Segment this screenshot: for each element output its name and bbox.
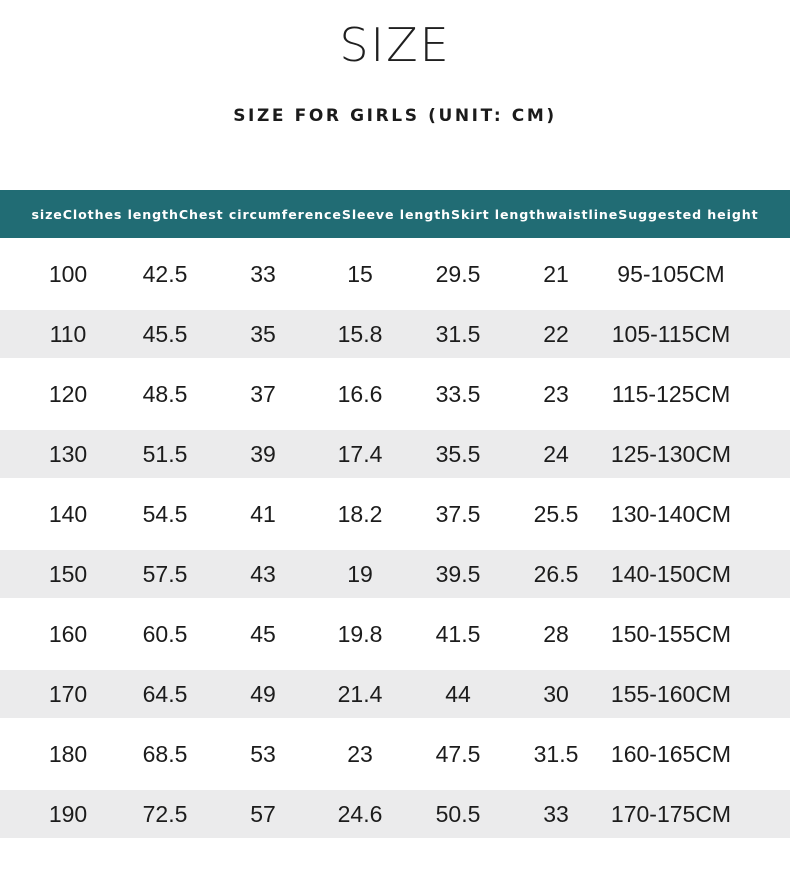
table-header [0,190,790,238]
cell-sleeve-length: 18.2 [337,501,383,527]
cell-suggested-height: 130-140CM [610,501,732,527]
cell-chest-circumference: 49 [250,681,276,707]
cell-clothes-length: 45.5 [142,321,188,347]
cell-clothes-length: 72.5 [142,801,188,827]
cell-sleeve-length: 15 [347,261,373,287]
cell-sleeve-length: 19.8 [337,621,383,647]
table-row [0,718,790,778]
cell-chest-circumference: 35 [250,321,276,347]
cell-skirt-length: 33.5 [435,381,481,407]
cell-waistline: 24 [543,441,569,467]
table-row [0,478,790,538]
table-row [0,298,790,358]
cell-sleeve-length: 23 [347,741,373,767]
cell-waistline: 25.5 [533,501,579,527]
cell-size: 190 [48,801,88,827]
cell-size: 170 [48,681,88,707]
cell-waistline: 31.5 [533,741,579,767]
cell-skirt-length: 47.5 [435,741,481,767]
cell-chest-circumference: 37 [250,381,276,407]
table-row [0,538,790,598]
cell-sleeve-length: 24.6 [337,801,383,827]
cell-suggested-height: 160-165CM [610,741,732,767]
cell-skirt-length: 50.5 [435,801,481,827]
cell-suggested-height: 150-155CM [610,621,732,647]
table-row [0,658,790,718]
cell-suggested-height: 170-175CM [610,801,732,827]
page-subtitle: SIZE FOR GIRLS (UNIT: CM) [233,106,557,126]
cell-size: 100 [48,261,88,287]
size-table [0,238,790,838]
cell-clothes-length: 57.5 [142,561,188,587]
header-skirt-length: Skirt length [451,206,547,222]
cell-clothes-length: 54.5 [142,501,188,527]
cell-sleeve-length: 21.4 [337,681,383,707]
cell-size: 150 [48,561,88,587]
cell-clothes-length: 64.5 [142,681,188,707]
header-sleeve-length: Sleeve length [341,206,451,222]
cell-size: 140 [48,501,88,527]
cell-waistline: 21 [543,261,569,287]
cell-size: 110 [49,321,87,347]
cell-suggested-height: 140-150CM [610,561,732,587]
cell-chest-circumference: 39 [250,441,276,467]
cell-chest-circumference: 45 [250,621,276,647]
header-suggested-height: Suggested height [618,206,759,222]
cell-sleeve-length: 19 [347,561,373,587]
cell-suggested-height: 105-115CM [611,321,731,347]
header-clothes-length: Clothes length [62,206,179,222]
cell-skirt-length: 41.5 [435,621,481,647]
cell-waistline: 28 [543,621,569,647]
cell-waistline: 30 [543,681,569,707]
table-row [0,778,790,838]
cell-suggested-height: 115-125CM [611,381,731,407]
cell-skirt-length: 39.5 [435,561,481,587]
header-chest-circumference: Chest circumference [178,206,342,222]
cell-clothes-length: 42.5 [142,261,188,287]
cell-clothes-length: 48.5 [142,381,188,407]
cell-suggested-height: 155-160CM [610,681,732,707]
cell-skirt-length: 37.5 [435,501,481,527]
table-row [0,598,790,658]
cell-suggested-height: 95-105CM [617,261,725,287]
cell-sleeve-length: 17.4 [337,441,383,467]
cell-skirt-length: 29.5 [435,261,481,287]
cell-waistline: 26.5 [533,561,579,587]
cell-skirt-length: 35.5 [435,441,481,467]
cell-clothes-length: 60.5 [142,621,188,647]
cell-size: 160 [48,621,88,647]
cell-clothes-length: 68.5 [142,741,188,767]
cell-chest-circumference: 43 [250,561,276,587]
cell-waistline: 22 [543,321,569,347]
header-waistline: waistline [546,206,619,222]
cell-chest-circumference: 53 [250,741,276,767]
table-row [0,358,790,418]
cell-size: 180 [48,741,88,767]
cell-size: 120 [48,381,88,407]
cell-skirt-length: 44 [445,681,471,707]
cell-sleeve-length: 15.8 [337,321,383,347]
cell-size: 130 [48,441,88,467]
table-row [0,238,790,298]
cell-sleeve-length: 16.6 [337,381,383,407]
cell-waistline: 23 [543,381,569,407]
cell-chest-circumference: 41 [250,501,276,527]
cell-chest-circumference: 57 [250,801,276,827]
header-size: size [31,206,63,222]
cell-chest-circumference: 33 [250,261,276,287]
cell-clothes-length: 51.5 [142,441,188,467]
page-title: SIZE [339,18,451,72]
cell-suggested-height: 125-130CM [610,441,732,467]
table-row [0,418,790,478]
cell-waistline: 33 [543,801,569,827]
cell-skirt-length: 31.5 [435,321,481,347]
